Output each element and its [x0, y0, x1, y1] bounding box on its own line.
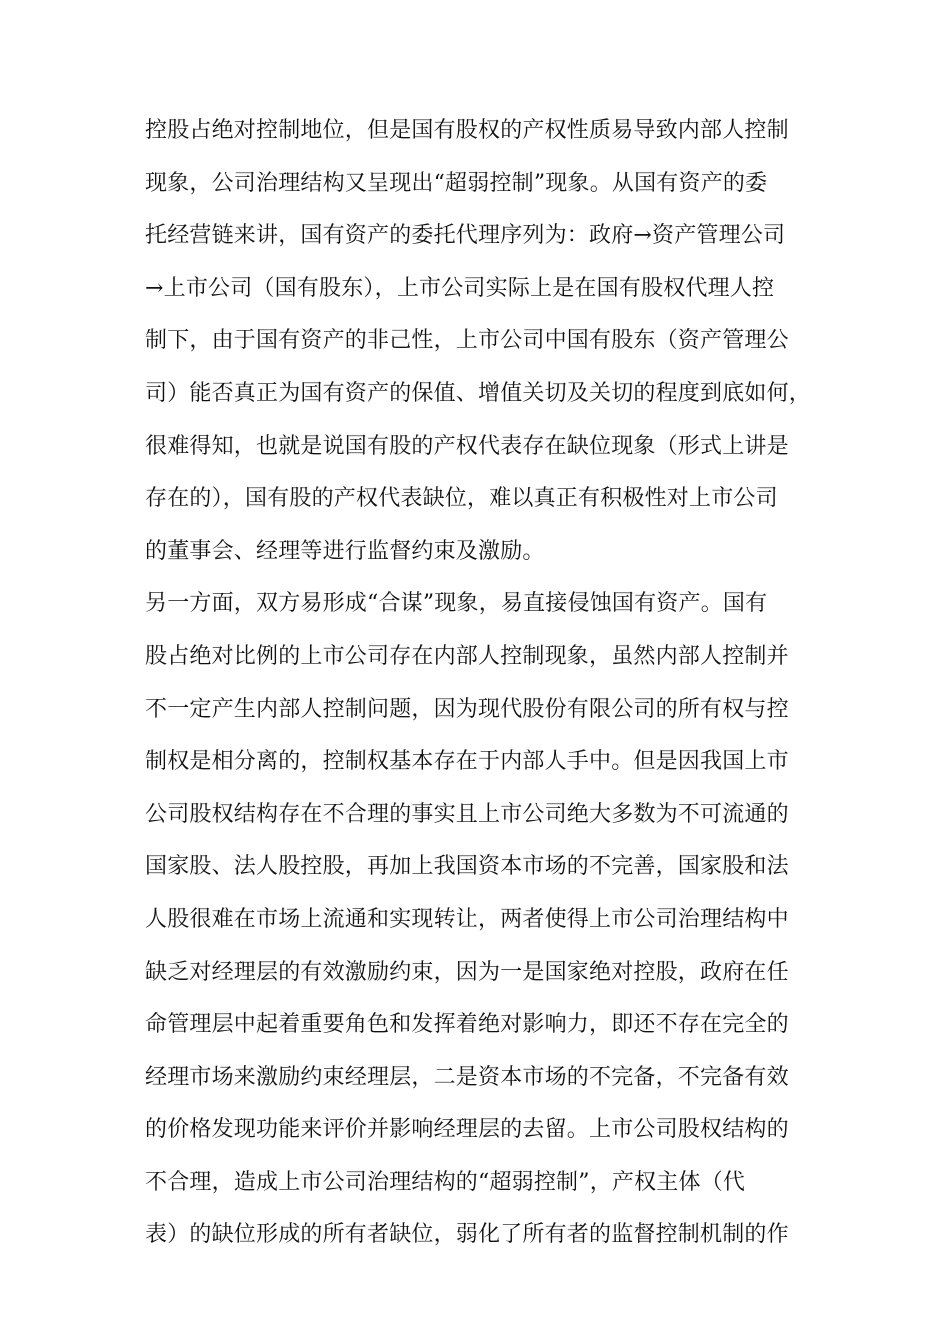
text-line: 的董事会、经理等进行监督约束及激励。	[145, 538, 545, 564]
text-line: 的价格发现功能来评价并影响经理层的去留。上市公司股权结构的	[145, 1117, 789, 1143]
text-line: 命管理层中起着重要角色和发挥着绝对影响力，即还不存在完全的	[145, 1012, 789, 1038]
text-line: →上市公司（国有股东），上市公司实际上是在国有股权代理人控	[145, 275, 775, 301]
text-line: 制权是相分离的，控制权基本存在于内部人手中。但是因我国上市	[145, 749, 789, 775]
text-line: 表）的缺位形成的所有者缺位，弱化了所有者的监督控制机制的作	[145, 1222, 789, 1248]
text-line: 另一方面，双方易形成“合谋”现象，易直接侵蚀国有资产。国有	[145, 591, 768, 617]
text-line: 存在的），国有股的产权代表缺位，难以真正有积极性对上市公司	[145, 486, 778, 512]
text-line: 人股很难在市场上流通和实现转让，两者使得上市公司治理结构中	[145, 906, 789, 932]
text-line: 托经营链来讲，国有资产的委托代理序列为：政府→资产管理公司	[145, 223, 786, 249]
text-line: 很难得知，也就是说国有股的产权代表存在缺位现象（形式上讲是	[145, 433, 789, 459]
text-line: 制下，由于国有资产的非己性，上市公司中国有股东（资产管理公	[145, 328, 789, 354]
text-line: 司）能否真正为国有资产的保值、增值关切及关切的程度到底如何，	[145, 380, 812, 406]
text-line: 国家股、法人股控股，再加上我国资本市场的不完善，国家股和法	[145, 854, 789, 880]
text-line: 现象，公司治理结构又呈现出“超弱控制”现象。从国有资产的委	[145, 170, 768, 196]
text-line: 控股占绝对控制地位，但是国有股权的产权性质易导致内部人控制	[145, 118, 789, 143]
body-text	[145, 108, 835, 1265]
text-line: 经理市场来激励约束经理层，二是资本市场的不完备，不完备有效	[145, 1064, 789, 1090]
text-line: 缺乏对经理层的有效激励约束，因为一是国家绝对控股，政府在任	[145, 959, 789, 985]
text-line: 不一定产生内部人控制问题，因为现代股份有限公司的所有权与控	[145, 696, 789, 722]
text-line: 不合理，造成上市公司治理结构的“超弱控制”，产权主体（代	[145, 1169, 746, 1195]
text-line: 股占绝对比例的上市公司存在内部人控制现象，虽然内部人控制并	[145, 643, 789, 669]
text-line: 公司股权结构存在不合理的事实且上市公司绝大多数为不可流通的	[145, 801, 789, 827]
